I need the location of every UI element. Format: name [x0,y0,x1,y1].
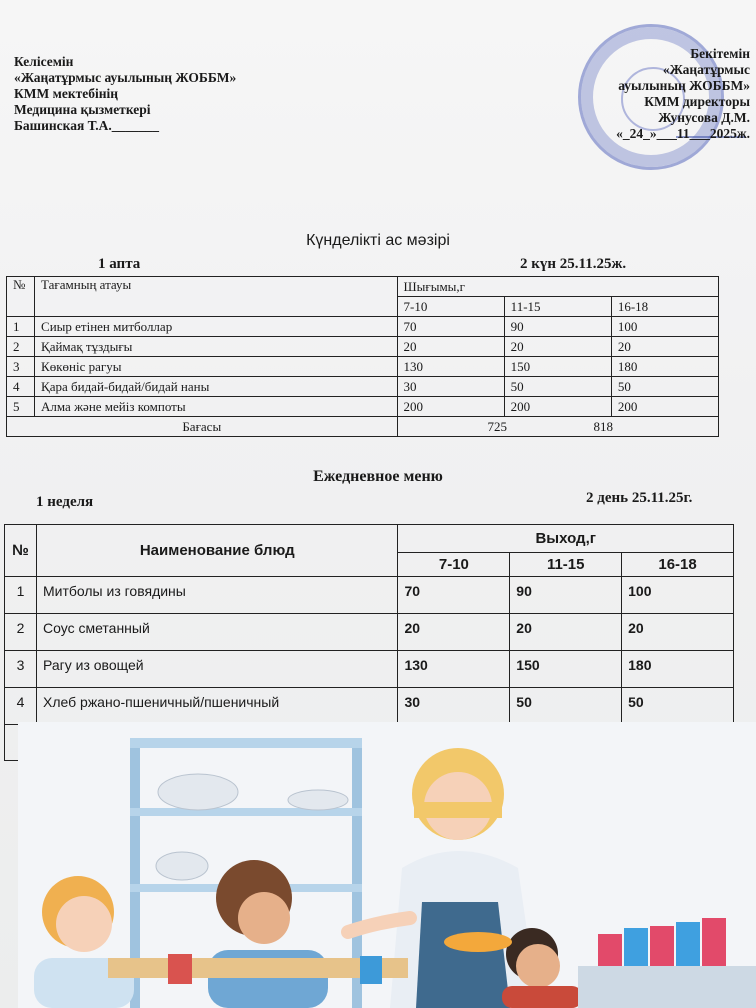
col-age-1: 7-10 [398,553,510,577]
cell-value: 180 [622,651,734,688]
table-row [5,614,734,651]
col-yield: Выход,г [398,525,734,553]
cell-value: 130 [398,651,510,688]
cell-name: Митболы из говядины [36,577,397,614]
price-label: Бағасы [7,417,398,437]
cell-value: 100 [622,577,734,614]
cell-value: 90 [510,577,622,614]
cup [676,922,700,966]
cell-value: 50 [504,377,611,397]
kid-face [238,892,290,944]
col-age-3: 16-18 [622,553,734,577]
table-row [7,377,719,397]
price-value: 818 [593,418,614,434]
table-row [7,357,719,377]
table-row [5,651,734,688]
cell-value: 200 [504,397,611,417]
cup [168,954,192,984]
cell-value: 200 [397,397,504,417]
cell-value: 20 [398,614,510,651]
cell-value: 20 [397,337,504,357]
table-header-row [5,525,734,553]
approval-left-line: «Жаңатұрмыс ауылының ЖОББМ» [14,70,237,85]
col-age-3: 16-18 [611,297,718,317]
menu-table-kz [6,276,719,437]
canteen-illustration [18,722,756,1008]
table-header-row [7,277,719,297]
cell-value: 70 [398,577,510,614]
menu-title-ru: Ежедневное меню [313,468,443,485]
cell-value: 30 [398,688,510,725]
day-label-ru: 2 день 25.11.25г. [586,490,693,506]
cell-value: 20 [504,337,611,357]
col-age-2: 11-15 [510,553,622,577]
table-row [7,337,719,357]
price-values [397,417,718,437]
col-age-2: 11-15 [504,297,611,317]
shelf-board [130,738,362,748]
cup [650,926,674,966]
cell-value: 20 [510,614,622,651]
approval-right-line: Жунусова Д.М. [658,110,750,125]
cell-value: 50 [611,377,718,397]
day-label-kz: 2 күн 25.11.25ж. [520,256,627,272]
col-yield: Шығымы,г [397,277,718,297]
cup [624,928,648,968]
col-num: № [5,525,37,577]
cell-value: 130 [397,357,504,377]
cell-num: 4 [5,688,37,725]
cell-value: 180 [611,357,718,377]
kid-face [516,944,560,988]
approval-left-line: Келісемін [14,54,74,69]
cell-num: 1 [5,577,37,614]
cell-value: 150 [504,357,611,377]
cell-name: Хлеб ржано-пшеничный/пшеничный [36,688,397,725]
food-plate [444,932,512,952]
cell-value: 70 [397,317,504,337]
cell-name: Қара бидай-бидай/бидай наны [35,377,398,397]
col-num: № [7,277,35,317]
table-row [7,397,719,417]
cell-value: 50 [510,688,622,725]
kid-shirt [502,986,582,1008]
cell-value: 20 [622,614,734,651]
approval-right [616,46,750,142]
server-hair [414,802,502,818]
approval-left-line: Башинская Т.А._______ [14,118,160,133]
server-apron [416,902,510,1008]
col-name: Тағамның атауы [35,277,398,317]
week-label-ru: 1 неделя [36,494,94,510]
counter [578,966,756,1008]
price-value: 725 [487,418,508,434]
table-row [5,688,734,725]
approval-right-line: КММ директоры [644,94,750,109]
cell-name: Қаймақ тұздығы [35,337,398,357]
cell-value: 200 [611,397,718,417]
approval-right-line: Бекітемін [690,46,750,61]
cell-name: Сиыр етінен митболлар [35,317,398,337]
week-label-kz: 1 апта [98,256,141,272]
canteen-illustration-svg [18,722,756,1008]
approval-left-line: КММ мектебінің [14,86,119,101]
cell-name: Алма және мейіз компоты [35,397,398,417]
cell-value: 100 [611,317,718,337]
cup [598,934,622,970]
col-age-1: 7-10 [397,297,504,317]
approval-right-date: «_24_»___11___2025ж. [616,126,750,141]
cell-name: Соус сметанный [36,614,397,651]
cell-value: 20 [611,337,718,357]
plates-stack [158,774,238,810]
plates-stack [288,790,348,810]
menu-title-kz: Күнделікті ас мәзірі [306,232,450,249]
kid-face [56,896,112,952]
price-row [7,417,719,437]
cell-value: 150 [510,651,622,688]
approval-left-line: Медицина қызметкері [14,102,151,117]
cell-value: 90 [504,317,611,337]
cell-num: 1 [7,317,35,337]
cell-num: 3 [7,357,35,377]
cell-num: 5 [7,397,35,417]
cell-num: 4 [7,377,35,397]
cell-num: 2 [7,337,35,357]
approval-left [14,54,236,134]
approval-right-line: «Жаңатұрмыс [662,62,750,77]
table-row [5,577,734,614]
plates-stack [156,852,208,880]
cell-num: 2 [5,614,37,651]
cup [360,956,382,984]
cell-name: Көкөніс рагуы [35,357,398,377]
cup [702,918,726,966]
cell-name: Рагу из овощей [36,651,397,688]
cell-value: 30 [397,377,504,397]
table-row [7,317,719,337]
approval-right-line: ауылының ЖОББМ» [618,78,750,93]
col-name: Наименование блюд [36,525,397,577]
cell-value: 50 [622,688,734,725]
cell-num: 3 [5,651,37,688]
